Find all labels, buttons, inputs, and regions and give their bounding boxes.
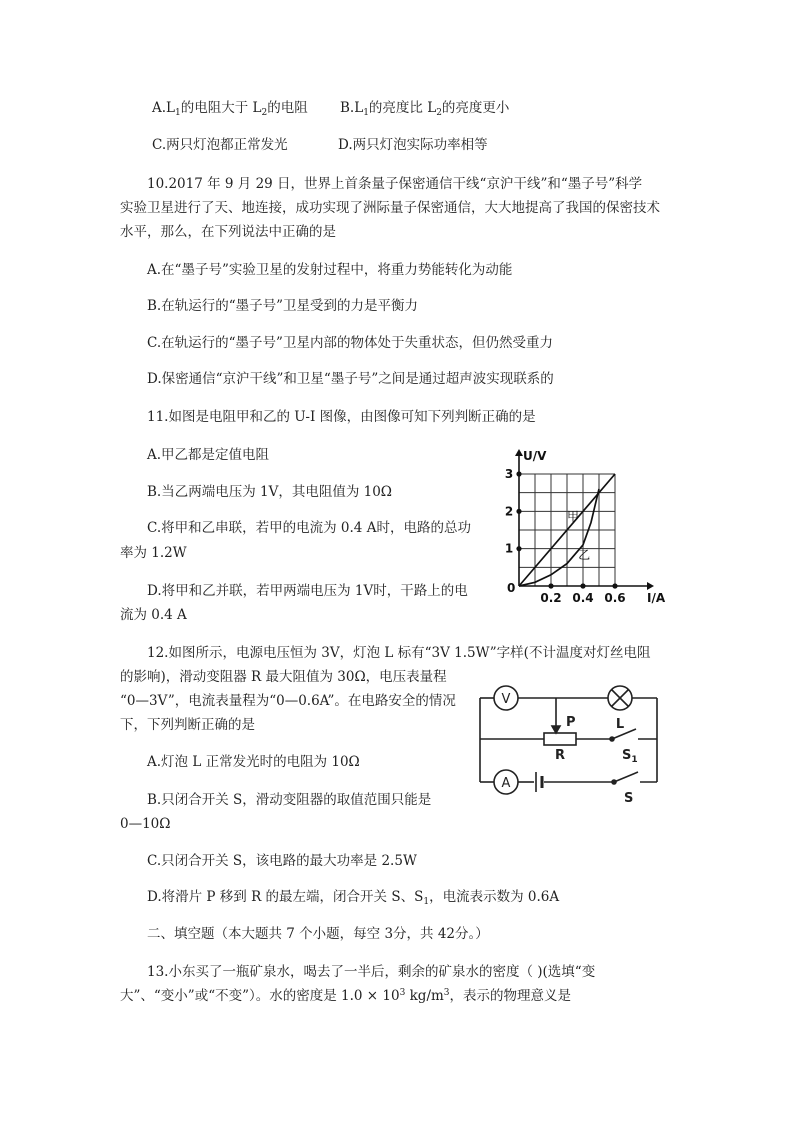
q9-option-c: C.两只灯泡都正常发光	[152, 137, 288, 153]
q13-line2: 大”、“变小”或“不变”）。水的密度是 $1.0 \times 10^3$ $kg/m^3$，表示的物理意义是	[120, 988, 572, 1004]
q12-option-b-line2: 0—10Ω	[120, 816, 171, 832]
q12-option-a: A.灯泡 L 正常发光时的电阻为 10Ω	[147, 754, 360, 770]
circuit-diagram	[472, 682, 672, 812]
q10-stem-line2: 实验卫星进行了天、地连接，成功实现了洲际量子保密通信，大大地提高了我国的保密技术	[120, 200, 660, 216]
u-i-graph	[497, 442, 677, 612]
origin-label: 0	[507, 581, 516, 595]
y-tick-dot	[516, 471, 521, 476]
q9-option-b: $B.L_1$的亮度比 $L_2$的亮度更小	[340, 100, 510, 118]
section2-heading: 二、填空题（本大题共 7 个小题，每空 3分，共 42分。）	[147, 926, 489, 942]
x-tick-label: 0.6	[604, 591, 626, 605]
y-tick-dot	[516, 509, 521, 514]
x-tick-label: 0.4	[572, 591, 594, 605]
lamp-label: L	[615, 717, 625, 732]
q9-option-a: $A.L_1$的电阻大于 $L_2$的电阻	[152, 100, 308, 118]
slider-arrow	[552, 726, 560, 733]
q11-option-a: A.甲乙都是定值电阻	[147, 447, 270, 463]
x-tick-dot	[580, 583, 585, 588]
q11-option-d-line1: D.将甲和乙并联，若甲两端电压为 1V时，干路上的电	[147, 583, 468, 599]
q11-stem: 11.如图是电阻甲和乙的 U-I 图像，由图像可知下列判断正确的是	[147, 409, 536, 425]
q13-line1: 13.小东买了一瓶矿泉水，喝去了一半后，剩余的矿泉水的密度（ )(选填“变	[147, 964, 596, 980]
q12-stem-line1: 12.如图所示，电源电压恒为 3V，灯泡 L 标有“3V 1.5W”字样(不计温度对灯丝电阻	[147, 645, 651, 661]
q9-option-d: D.两只灯泡实际功率相等	[338, 137, 488, 153]
q12-option-b-line1: B.只闭合开关 S，滑动变阻器的取值范围只能是	[147, 792, 432, 808]
x-axis-label: I/A	[647, 591, 666, 605]
q10-option-c: C.在轨运行的“墨子号”卫星内部的物体处于失重状态，但仍然受重力	[147, 335, 553, 351]
q11-option-b: B.当乙两端电压为 1V，其电阻值为 10Ω	[147, 484, 393, 500]
y-axis-arrow	[515, 449, 523, 456]
q12-stem-line4: 下，下列判断正确的是	[120, 717, 255, 733]
q10-stem-line1: 10.2017 年 9 月 29 日，世界上首条量子保密通信干线“京沪干线”和“墨子号”科学	[147, 176, 643, 192]
rheostat-body	[544, 733, 576, 745]
voltmeter-label: V	[501, 692, 511, 707]
ammeter-label: A	[501, 776, 511, 791]
series-label-1: 甲	[567, 509, 580, 524]
x-tick-label: 0.2	[540, 591, 562, 605]
q10-option-a: A.在“墨子号”实验卫星的发射过程中，将重力势能转化为动能	[147, 262, 513, 278]
q12-stem-line3: “0—3V”，电流表量程为“0—0.6A”。在电路安全的情况	[120, 693, 456, 709]
q12-option-c: C.只闭合开关 S，该电路的最大功率是 2.5W	[147, 853, 417, 869]
x-tick-dot	[612, 583, 617, 588]
q11-option-d-line2: 流为 0.4 A	[120, 607, 187, 623]
y-tick-label: 2	[504, 504, 514, 519]
x-axis-arrow	[647, 582, 654, 590]
slider-label: P	[566, 715, 576, 730]
series-label-2: 乙	[578, 548, 591, 563]
y-axis-label: U/V	[523, 449, 547, 463]
q10-option-b: B.在轨运行的“墨子号”卫星受到的力是平衡力	[147, 298, 419, 314]
q11-option-c-line2: 率为 1.2W	[120, 545, 187, 561]
y-tick-label: 3	[504, 467, 514, 481]
y-tick-dot	[516, 546, 521, 551]
x-tick-dot	[548, 583, 553, 588]
y-tick-label: 1	[504, 541, 514, 556]
switch1-label: $S_1$	[622, 748, 638, 765]
q12-option-d: D.将滑片 P 移到 R 的最左端，闭合开关 S、$S_1$，电流表示数为 0.6A	[147, 889, 560, 907]
q10-stem-line3: 水平，那么，在下列说法中正确的是	[120, 224, 336, 240]
rheostat-label: R	[555, 748, 566, 763]
q12-stem-line2: 的影响)，滑动变阻器 R 最大阻值为 30Ω，电压表量程	[120, 669, 447, 685]
switch-main-blade	[614, 772, 638, 782]
q10-option-d: D.保密通信“京沪干线”和卫星“墨子号”之间是通过超声波实现联系的	[147, 371, 554, 387]
switch-main-label: S	[624, 791, 634, 806]
q11-option-c-line1: C.将甲和乙串联，若甲的电流为 0.4 A时，电路的总功	[147, 520, 471, 536]
